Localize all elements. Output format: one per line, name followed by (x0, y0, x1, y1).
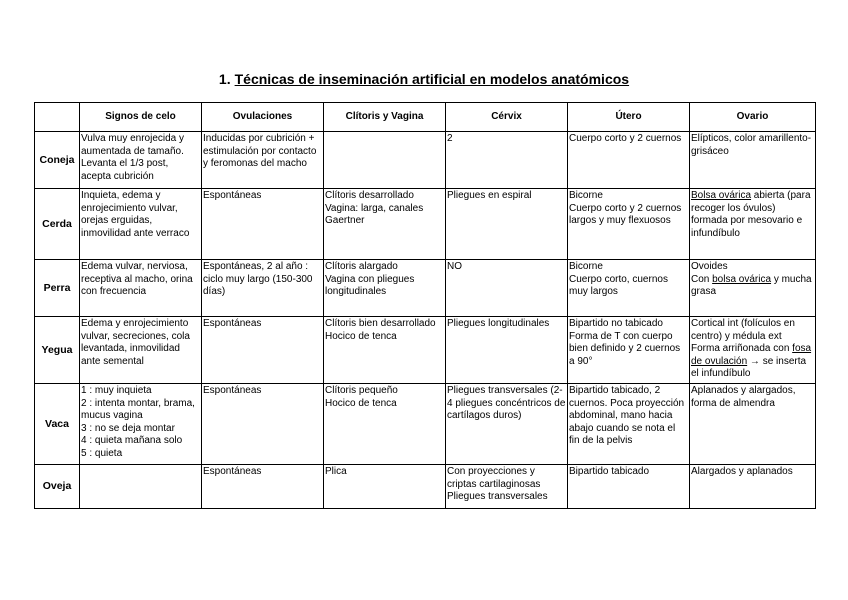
ovulaciones-cell (202, 384, 324, 465)
cell-line: Espontáneas, 2 al año : ciclo muy largo (150-300 días) (203, 261, 316, 298)
cervix-cell (446, 132, 568, 189)
cervix-cell (446, 384, 568, 465)
cell-line: Pliegues en espiral (447, 190, 532, 201)
header-cell-signos: Signos de celo (80, 103, 202, 132)
cell-line: Clítoris alargado (325, 261, 398, 272)
header-cell-cervix: Cérvix (446, 103, 568, 132)
cell-line: Hocico de tenca (325, 330, 397, 342)
header-cell-ovulaciones: Ovulaciones (202, 103, 324, 132)
table-row (35, 465, 816, 509)
utero-cell (568, 189, 690, 260)
ovario-cell (690, 384, 816, 465)
signos-cell (80, 465, 202, 509)
ovulaciones-cell (202, 132, 324, 189)
clitoris-cell (324, 384, 446, 465)
document-title (0, 71, 848, 87)
cell-line: Hocico de tenca (325, 397, 397, 409)
cell-line: Vulva muy enrojecida y aumentada de tamaño. Levanta el 1/3 post, acepta cubrición (81, 133, 187, 182)
ovulaciones-cell (202, 260, 324, 317)
ovario-cell (690, 132, 816, 189)
cell-line: Con proyecciones y criptas cartilaginosas (447, 466, 541, 490)
signos-cell (80, 384, 202, 465)
cell-line: Pliegues transversales (447, 491, 548, 503)
cell-line: Clítoris desarrollado (325, 190, 414, 201)
signos-cell (80, 132, 202, 189)
header-cell-corner (35, 103, 80, 132)
cell-line: Vagina con pliegues longitudinales (325, 273, 418, 298)
ovario-cell (690, 465, 816, 509)
signos-cell (80, 189, 202, 260)
cervix-cell (446, 317, 568, 384)
cell-text: → se inserta el infundíbulo (691, 355, 807, 380)
ovario-cell (690, 260, 816, 317)
cell-line: Bipartido tabicado, 2 cuernos. Poca proyección abdominal, mano hacia abajo cuando se nota el fin de la pelvis (569, 385, 687, 447)
clitoris-cell (324, 189, 446, 260)
cell-line: Ovoides (691, 261, 728, 272)
cell-line: Espontáneas (203, 466, 262, 477)
table-row (35, 384, 816, 465)
species-label: Oveja (35, 465, 80, 509)
cell-line: NO (447, 261, 462, 272)
table-row (35, 132, 816, 189)
cell-line: Bipartido tabicado (569, 466, 650, 477)
table-row (35, 317, 816, 384)
cell-text: Forma arriñonada con (691, 343, 793, 355)
ovario-underlined-term: bolsa ovárica (712, 273, 772, 285)
cell-line: Aplanados y alargados, forma de almendra (691, 385, 799, 409)
table-row (35, 260, 816, 317)
utero-cell (568, 260, 690, 317)
cervix-cell (446, 465, 568, 509)
cell-line: Pliegues longitudinales (447, 318, 550, 329)
utero-cell (568, 132, 690, 189)
species-label: Perra (35, 260, 80, 317)
cell-line: Edema y enrojecimiento vulvar, secreciones, cola levantada, inmovilidad ante semental (81, 318, 193, 367)
cell-line: Plica (325, 466, 347, 477)
clitoris-cell (324, 465, 446, 509)
header-cell-ovario: Ovario (690, 103, 816, 132)
cell-line: Elípticos, color amarillento-grisáceo (691, 133, 812, 157)
utero-cell (568, 384, 690, 465)
cervix-cell (446, 260, 568, 317)
cell-line: 5 : quieta (81, 447, 123, 459)
ovario-underlined-term: fosa de ovulación (691, 343, 812, 367)
cell-text: y mucha grasa (691, 273, 812, 298)
cell-line: Espontáneas (203, 190, 262, 201)
header-cell-utero: Útero (568, 103, 690, 132)
cell-line: Cuerpo corto y 2 cuernos (569, 133, 682, 144)
cell-line: Espontáneas (203, 385, 262, 396)
utero-cell (568, 317, 690, 384)
cell-line: 1 : muy inquieta (81, 385, 152, 396)
clitoris-cell (324, 132, 446, 189)
cell-line: Inquieta, edema y enrojecimiento vulvar, orejas erguidas, inmovilidad ante verraco (81, 190, 190, 239)
ovario-cell (690, 189, 816, 260)
signos-cell (80, 317, 202, 384)
clitoris-cell (324, 317, 446, 384)
cell-line: Pliegues transversales (2-4 pliegues concéntricos de cartílagos duros) (447, 385, 569, 422)
table-row (35, 189, 816, 260)
cell-line: Vagina: larga, canales Gaertner (325, 202, 426, 227)
title-text: Técnicas de inseminación artificial en modelos anatómicos (234, 71, 630, 87)
cell-line: 4 : quieta mañana solo (81, 435, 183, 447)
cell-line: 2 (447, 133, 453, 144)
cell-text: abierta (para recoger los óvulos) formada por mesovario e infundíbulo (691, 190, 811, 239)
cell-line: Edema vulvar, nerviosa, receptiva al macho, orina con frecuencia (81, 261, 196, 298)
cell-line: Bicorne (569, 190, 603, 201)
cell-line: Cuerpo corto, cuernos muy largos (569, 273, 671, 298)
cell-line: Espontáneas (203, 318, 262, 329)
cell-line: Alargados y aplanados (691, 466, 793, 477)
cell-line: Inducidas por cubrición + estimulación por contacto y feromonas del macho (203, 133, 320, 170)
cell-line: Cortical int (folículos en centro) y médula ext (691, 318, 798, 342)
ovario-underlined-term: Bolsa ovárica (691, 190, 752, 201)
ovulaciones-cell (202, 317, 324, 384)
cell-text: Con (691, 273, 713, 285)
ovulaciones-cell (202, 189, 324, 260)
cell-line: Clítoris bien desarrollado (325, 318, 436, 329)
cell-line: Clítoris pequeño (325, 385, 398, 396)
ovulaciones-cell (202, 465, 324, 509)
species-label: Cerda (35, 189, 80, 260)
cell-line: 2 : intenta montar, brama, mucus vagina (81, 397, 198, 422)
ovario-cell (690, 317, 816, 384)
cell-line: 3 : no se deja montar (81, 422, 175, 434)
species-label: Vaca (35, 384, 80, 465)
header-row (35, 103, 816, 132)
cervix-cell (446, 189, 568, 260)
species-label: Yegua (35, 317, 80, 384)
cell-line: Bicorne (569, 261, 603, 272)
insemination-table (34, 102, 816, 509)
utero-cell (568, 465, 690, 509)
cell-line: Forma de T con cuerpo bien definido y 2 cuernos a 90° (569, 330, 683, 367)
cell-line: Cuerpo corto y 2 cuernos largos y muy flexuosos (569, 202, 685, 227)
clitoris-cell (324, 260, 446, 317)
title-number: 1. (218, 71, 231, 87)
cell-line: Bipartido no tabicado (569, 318, 663, 329)
header-cell-clitoris: Clítoris y Vagina (324, 103, 446, 132)
signos-cell (80, 260, 202, 317)
species-label: Coneja (35, 132, 80, 189)
